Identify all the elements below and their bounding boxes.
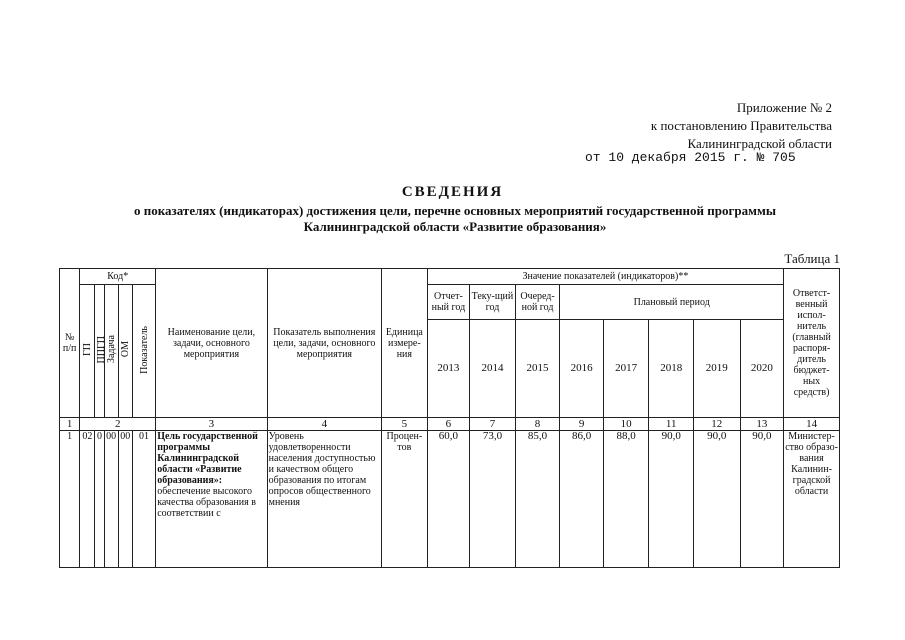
- row-value-2019: 90,0: [694, 431, 741, 568]
- header-unit: Единица измере-ния: [382, 269, 428, 418]
- col-number-10: 10: [603, 418, 649, 431]
- header-code-om: [118, 285, 132, 418]
- col-number-1: 1: [60, 418, 80, 431]
- row-name-goal: Цель государственной программы Калининградской области «Развитие образования»:: [157, 431, 258, 486]
- row-value-2015: 85,0: [515, 431, 560, 568]
- header-year-2019: 2019: [694, 320, 741, 418]
- table-row: [60, 431, 840, 568]
- col-number-14: 14: [784, 418, 840, 431]
- col-number-6: 6: [427, 418, 470, 431]
- appendix-line-3: Калининградской области: [687, 136, 832, 151]
- header-year-2013: 2013: [427, 320, 470, 418]
- row-code-om: 00: [118, 431, 132, 568]
- document-title: СВЕДЕНИЯ: [401, 184, 504, 200]
- col-number-11: 11: [649, 418, 694, 431]
- appendix-line-2: к постановлению Правительства: [650, 118, 832, 133]
- col-number-3: 3: [156, 418, 267, 431]
- subtitle-line-2: Калининградской области «Развитие образования»: [303, 219, 607, 234]
- header-code-ppgp: [95, 285, 108, 418]
- header-code-om-text: ОМ: [119, 341, 131, 358]
- header-year-2016: 2016: [560, 320, 604, 418]
- row-indicator: Уровень удовлетворенности населения доступностью и качеством общего образования по итогам опросов общественного мнения: [267, 431, 381, 568]
- row-value-2016: 86,0: [560, 431, 604, 568]
- col-number-7: 7: [470, 418, 516, 431]
- row-value-2020: 90,0: [740, 431, 784, 568]
- row-code-task: 00: [104, 431, 118, 568]
- col-number-13: 13: [740, 418, 784, 431]
- header-values-group: Значение показателей (индикаторов)**: [427, 269, 784, 285]
- header-year-2014: 2014: [470, 320, 516, 418]
- col-number-5: 5: [382, 418, 428, 431]
- header-num: № п/п: [60, 269, 80, 418]
- appendix-block: [560, 99, 832, 153]
- row-value-2017: 88,0: [603, 431, 649, 568]
- header-responsible: Ответст-венный испол-нитель (главный распоря-дитель бюджет-ных средств): [784, 269, 840, 418]
- row-code-ppgp: 0: [95, 431, 104, 568]
- table-label: Таблица 1: [784, 251, 840, 266]
- header-indicator: Показатель выполнения цели, задачи, основного мероприятия: [267, 269, 381, 418]
- col-number-8: 8: [515, 418, 560, 431]
- col-number-4: 4: [267, 418, 381, 431]
- row-name: [156, 431, 267, 568]
- header-code: Код*: [80, 269, 156, 285]
- row-responsible: Министер-ство образо-вания Калинин-градской области: [784, 431, 840, 568]
- header-code-indicator: [132, 285, 155, 418]
- row-value-2013: 60,0: [427, 431, 470, 568]
- document-subtitle: [40, 203, 870, 235]
- header-current-year: Теку-щий год: [470, 285, 516, 320]
- header-year-2020: 2020: [740, 320, 784, 418]
- header-year-2017: 2017: [603, 320, 649, 418]
- header-code-task-text: Задача: [105, 335, 117, 364]
- header-year-2018: 2018: [649, 320, 694, 418]
- row-code-gp: 02: [80, 431, 95, 568]
- header-plan-period: Плановый период: [560, 285, 784, 320]
- row-value-2014: 73,0: [470, 431, 516, 568]
- row-name-text: обеспечение высокого качества образования в соответствии с: [157, 486, 256, 519]
- header-year-2015: 2015: [515, 320, 560, 418]
- appendix-line-1: Приложение № 2: [736, 100, 832, 115]
- header-code-ppgp-text: ППГП: [96, 335, 108, 364]
- row-num: 1: [60, 431, 80, 568]
- header-code-indicator-text: Показатель: [138, 325, 150, 374]
- header-code-gp: [80, 285, 95, 418]
- subtitle-line-1: о показателях (индикаторах) достижения цели, перечне основных мероприятий государственной программы: [134, 203, 776, 218]
- row-value-2018: 90,0: [649, 431, 694, 568]
- indicators-table: [59, 268, 840, 568]
- row-code-indicator: 01: [132, 431, 155, 568]
- header-next-year: Очеред-ной год: [515, 285, 560, 320]
- header-code-gp-text: ГП: [81, 342, 93, 356]
- header-code-task: [104, 285, 118, 418]
- header-report-year: Отчет-ный год: [427, 285, 470, 320]
- row-unit: Процен-тов: [382, 431, 428, 568]
- col-number-2: 2: [80, 418, 156, 431]
- col-number-12: 12: [694, 418, 741, 431]
- header-name: Наименование цели, задачи, основного мероприятия: [156, 269, 267, 418]
- order-line: от 10 декабря 2015 г. № 705: [585, 150, 796, 165]
- col-number-9: 9: [560, 418, 604, 431]
